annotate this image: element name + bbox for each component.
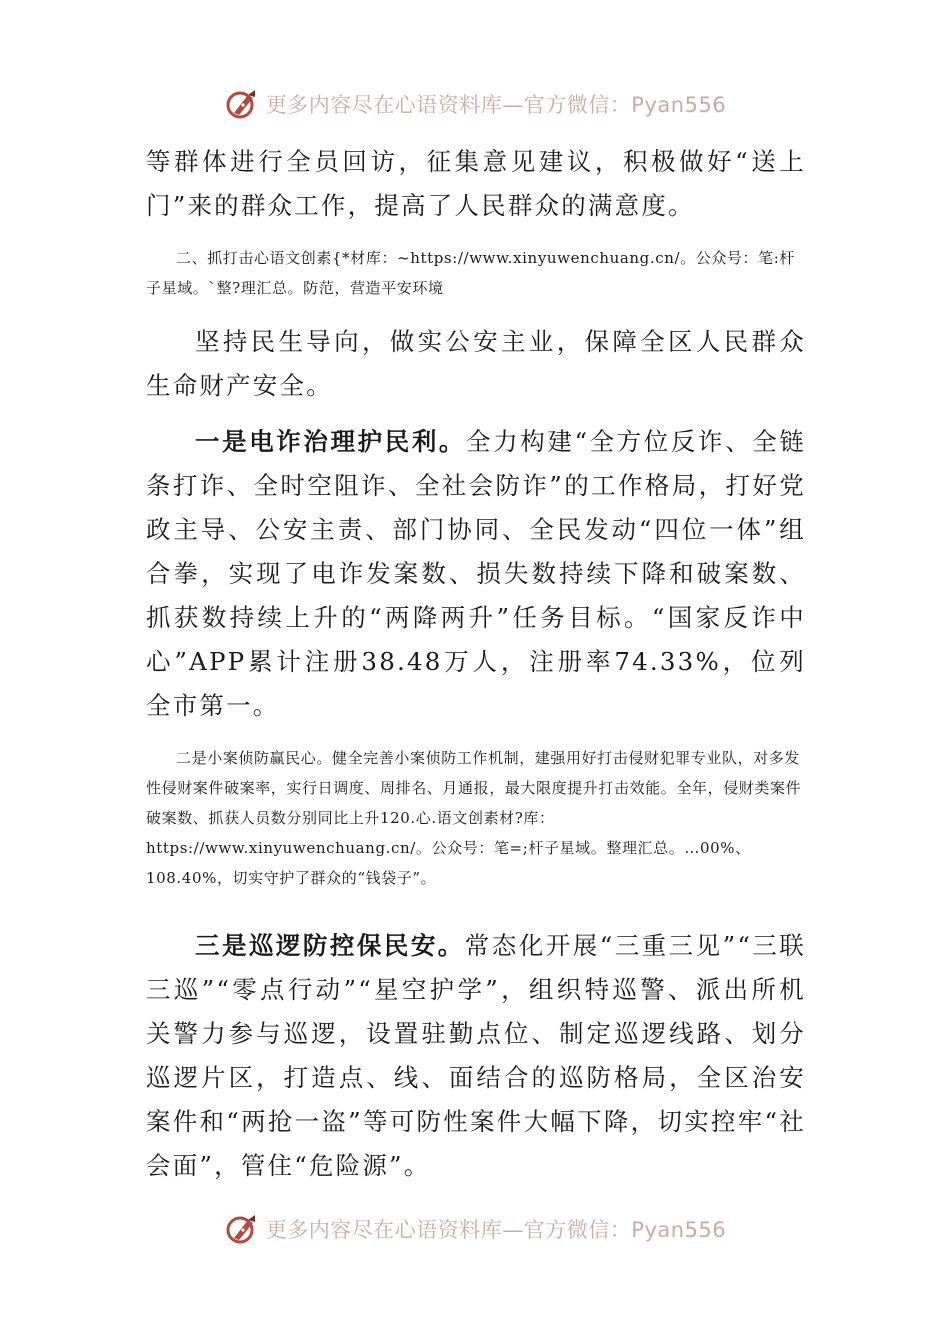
pen-nib-logo-icon (224, 86, 260, 122)
paragraph-continuation: 等群体进行全员回访，征集意见建议，积极做好“送上门”来的群众工作，提高了人民群众的满意度。 (146, 147, 806, 220)
watermark-text: 更多内容尽在心语资料库—官方微信：Pyan556 (265, 1218, 727, 1242)
paragraph-intro: 坚持民生导向，做实公安主业，保障全区人民群众生命财产安全。 (146, 327, 806, 400)
paragraph-body-patrol: 常态化开展“三重三见”“三联三巡”“零点行动”“星空护学”，组织特巡警、派出所机关警力参与巡逻，设置驻勤点位、制定巡逻线路、划分巡逻片区，打造点、线、面结合的巡防格局，全区治安案件和“两抢一盗”等可防性案件大幅下降，切实控牢“社会面”，管住“危险源”。 (146, 931, 807, 1180)
paragraph-small-cases: 二是小案侦防赢民心。健全完善小案侦防工作机制，建强用好打击侵财犯罪专业队，对多发性侵财案件破案率，实行日调度、周排名、月通报，最大限度提升打击效能。全年，侵财类案件破案数、抓获人员数分别同比上升120.心.语文创素材?库：https://www.xinyuwenchuang.cn/。公众号：笔=;杆子星域。整理汇总。…00%、108.40%，切实守护了群众的“钱袋子”。 (146, 749, 802, 887)
pen-nib-logo-icon (224, 1211, 260, 1247)
header-watermark (0, 84, 950, 124)
paragraph-patrol (146, 924, 806, 1188)
paragraph-body-telecom-fraud: 全力构建“全方位反诈、全链条打诈、全时空阻诈、全社会防诈”的工作格局，打好党政主导、公安主责、部门协同、全民发动“四位一体”组合拳，实现了电诈发案数、损失数持续下降和破案数、抓获数持续上升的“两降两升”任务目标。“国家反诈中心”APP累计注册38.48万人，注册率74.33%，位列全市第一。 (146, 427, 807, 720)
paragraph-lead-patrol: 三是巡逻防控保民安。 (195, 931, 465, 960)
paragraph-lead-telecom-fraud: 一是电诈治理护民利。 (195, 427, 467, 456)
watermark-text: 更多内容尽在心语资料库—官方微信：Pyan556 (265, 93, 727, 117)
section-heading-noisy: 二、抓打击心语文创素{*材库：~https://www.xinyuwenchuang.cn/。公众号：笔:杆子星域。`整?理汇总。防范，营造平安环境 (146, 249, 795, 297)
paragraph-telecom-fraud (146, 420, 806, 728)
footer-watermark (0, 1209, 950, 1249)
